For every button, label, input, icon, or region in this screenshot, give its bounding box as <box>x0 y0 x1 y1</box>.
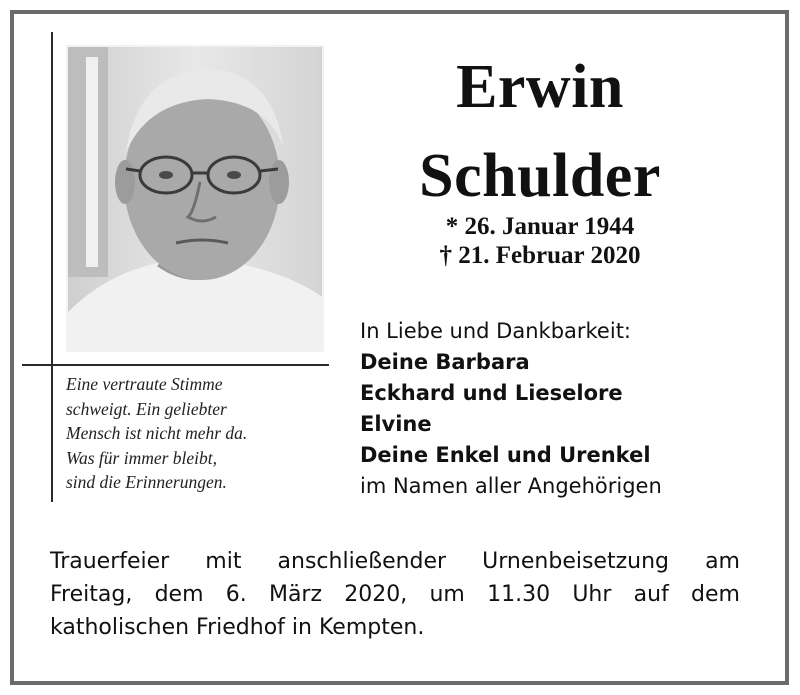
quote-line: Was für immer bleibt, <box>66 447 218 468</box>
quote-line: schweigt. Ein geliebter <box>66 398 227 419</box>
service-word: anschließender <box>277 549 447 574</box>
deceased-first-name: Erwin <box>456 53 624 121</box>
service-word: Urnenbeisetzung <box>482 549 669 574</box>
service-line-3: katholischen Friedhof in Kempten. <box>50 615 425 640</box>
portrait-photo <box>66 45 324 352</box>
service-word: Freitag, <box>50 582 133 607</box>
mourner-name: Elvine <box>360 412 432 436</box>
birth-date: * 26. Januar 1944 <box>445 213 635 240</box>
service-word: dem <box>154 582 204 607</box>
mourners-block <box>360 316 780 502</box>
service-word: März <box>268 582 323 607</box>
quote-line: Eine vertraute Stimme <box>66 374 223 394</box>
service-word: um <box>429 582 465 607</box>
service-word: 6. <box>225 582 247 607</box>
service-line-2 <box>50 578 740 611</box>
death-date: † 21. Februar 2020 <box>439 242 641 269</box>
service-word: 11.30 <box>487 582 551 607</box>
mourner-name: Deine Enkel und Urenkel <box>360 443 651 467</box>
service-word: Uhr <box>572 582 612 607</box>
service-word: dem <box>691 582 740 607</box>
quote-line: Mensch ist nicht mehr da. <box>66 423 248 443</box>
cross-horizontal-line <box>22 364 329 366</box>
service-line-1 <box>50 545 740 578</box>
mourner-name: Deine Barbara <box>360 350 530 374</box>
service-word: Trauerfeier <box>50 549 170 574</box>
life-dates <box>400 212 680 270</box>
service-word: mit <box>205 549 242 574</box>
cross-vertical-line <box>51 32 53 502</box>
memorial-quote <box>66 372 336 495</box>
deceased-last-name: Schulder <box>419 142 661 210</box>
mourner-name: Eckhard und Lieselore <box>360 381 623 405</box>
service-word: auf <box>633 582 669 607</box>
service-word: am <box>705 549 740 574</box>
quote-line: sind die Erinnerungen. <box>66 472 227 492</box>
service-word: 2020, <box>344 582 408 607</box>
funeral-service-notice <box>50 545 740 644</box>
mourners-intro: In Liebe und Dankbarkeit: <box>360 319 632 343</box>
mourners-closing: im Namen aller Angehörigen <box>360 474 662 498</box>
